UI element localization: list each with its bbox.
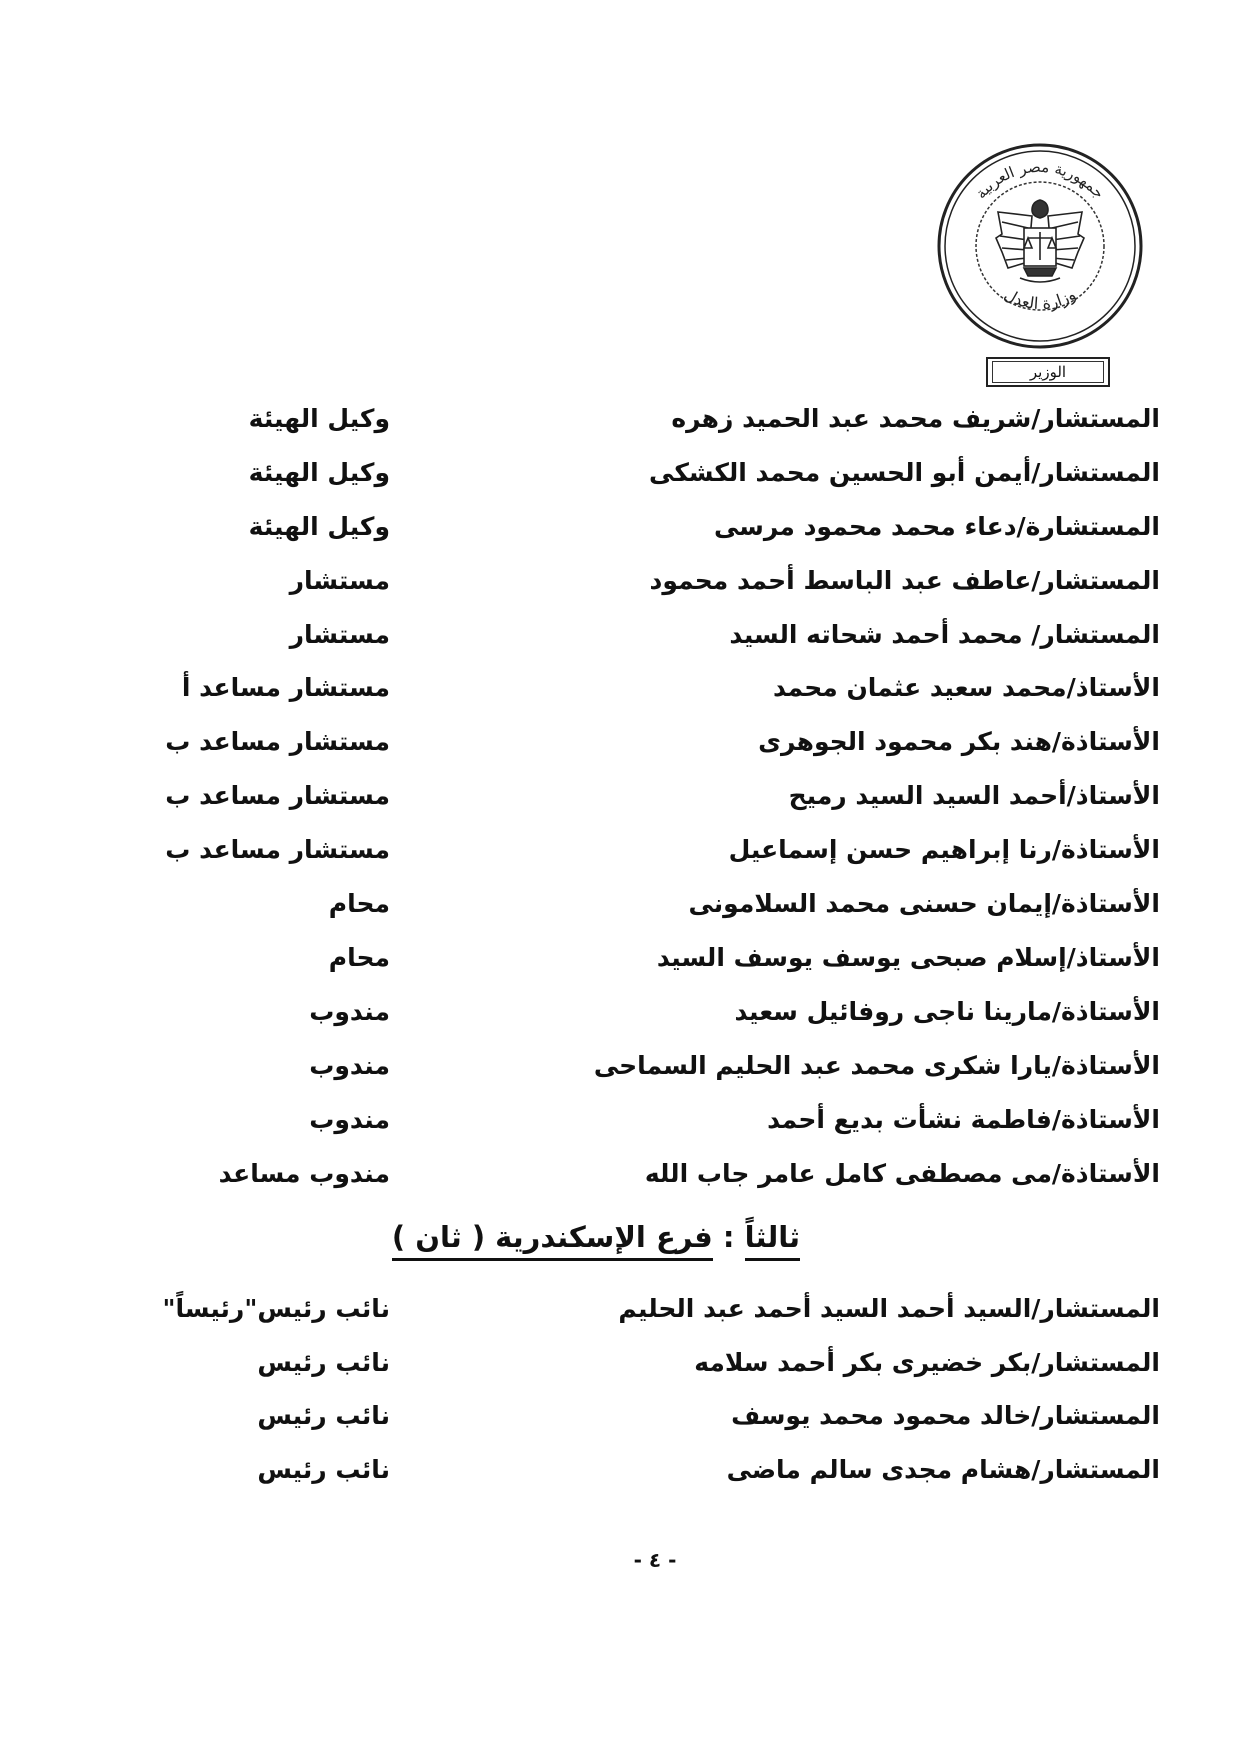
member-name: الأستاذة/هند بكر محمود الجوهرى — [758, 726, 1160, 756]
member-name: الأستاذ/محمد سعيد عثمان محمد — [773, 672, 1160, 702]
list-row — [170, 667, 1160, 707]
member-name: الأستاذة/مارينا ناجى روفائيل سعيد — [734, 996, 1160, 1026]
member-name: المستشار/هشام مجدى سالم ماضى — [726, 1454, 1160, 1484]
list-row — [170, 991, 1160, 1031]
member-title: مندوب — [309, 996, 390, 1026]
list-row — [170, 1395, 1160, 1435]
member-title: مستشار مساعد ب — [165, 834, 390, 864]
member-title: وكيل الهيئة — [248, 403, 390, 433]
member-title: نائب رئيس — [257, 1400, 390, 1430]
member-name: الأستاذ/إسلام صبحى يوسف يوسف السيد — [656, 942, 1160, 972]
section-branch: فرع الإسكندرية ( ثان ) — [392, 1220, 713, 1261]
member-name: الأستاذة/يارا شكرى محمد عبد الحليم السماحى — [593, 1050, 1160, 1080]
member-title: نائب رئيس — [257, 1347, 390, 1377]
list-row — [170, 560, 1160, 600]
list-row — [165, 829, 1160, 869]
member-name: الأستاذة/مى مصطفى كامل عامر جاب الله — [644, 1158, 1160, 1188]
list-row — [170, 614, 1160, 654]
section-number: ثالثاً — [745, 1220, 800, 1261]
member-name: الأستاذ/أحمد السيد السيد رميح — [788, 780, 1160, 810]
member-title: محام — [328, 888, 390, 918]
member-title: مندوب — [309, 1050, 390, 1080]
member-title: وكيل الهيئة — [248, 457, 390, 487]
member-title: مستشار مساعد أ — [181, 672, 390, 702]
member-title: مستشار مساعد ب — [165, 726, 390, 756]
member-title: مستشار مساعد ب — [165, 780, 390, 810]
list-row — [170, 1045, 1160, 1085]
member-title: وكيل الهيئة — [248, 511, 390, 541]
eagle-emblem-icon — [996, 200, 1084, 282]
member-title: محام — [328, 942, 390, 972]
member-title: مستشار — [289, 619, 390, 649]
member-name: المستشار/شريف محمد عبد الحميد زهره — [671, 403, 1160, 433]
member-name: المستشار/ محمد أحمد شحاته السيد — [729, 619, 1160, 649]
member-title: مندوب — [309, 1104, 390, 1134]
svg-text:وزارة العدل — [1001, 285, 1079, 313]
list-row — [170, 1099, 1160, 1139]
list-row — [170, 452, 1160, 492]
member-title: نائب رئيس — [257, 1454, 390, 1484]
member-name: المستشار/بكر خضيرى بكر أحمد سلامه — [694, 1347, 1160, 1377]
member-name: المستشار/السيد أحمد السيد أحمد عبد الحليم — [618, 1293, 1160, 1323]
member-name: المستشار/أيمن أبو الحسين محمد الكشكى — [649, 457, 1160, 487]
ministry-seal — [936, 142, 1144, 350]
seal-label-box — [986, 357, 1110, 387]
seal-top-text: جمهورية مصر العربية — [971, 157, 1109, 203]
list-row — [170, 1449, 1160, 1489]
member-name: المستشارة/دعاء محمد محمود مرسى — [713, 511, 1160, 541]
seal-bottom-text: وزارة العدل — [1001, 284, 1079, 313]
member-title: مستشار — [289, 565, 390, 595]
member-name: الأستاذة/فاطمة نشأت بديع أحمد — [767, 1104, 1160, 1134]
section-heading — [391, 1220, 800, 1266]
member-title: نائب رئيس"رئيساً" — [162, 1293, 390, 1323]
seal-label: الوزير — [992, 361, 1104, 383]
list-row — [170, 1342, 1160, 1382]
member-name: المستشار/خالد محمود محمد يوسف — [731, 1400, 1160, 1430]
list-row — [170, 398, 1160, 438]
member-title: مندوب مساعد — [218, 1158, 390, 1188]
section-colon: : — [712, 1220, 745, 1254]
list-row — [170, 937, 1160, 977]
page-number: - ٤ - — [633, 1548, 677, 1572]
member-name: الأستاذة/إيمان حسنى محمد السلامونى — [688, 888, 1160, 918]
member-name: المستشار/عاطف عبد الباسط أحمد محمود — [649, 565, 1160, 595]
list-row — [170, 883, 1160, 923]
list-row — [170, 506, 1160, 546]
list-row — [165, 775, 1160, 815]
list-row — [162, 1288, 1160, 1328]
member-name: الأستاذة/رنا إبراهيم حسن إسماعيل — [728, 834, 1160, 864]
list-row — [165, 721, 1160, 761]
list-row — [170, 1153, 1160, 1193]
